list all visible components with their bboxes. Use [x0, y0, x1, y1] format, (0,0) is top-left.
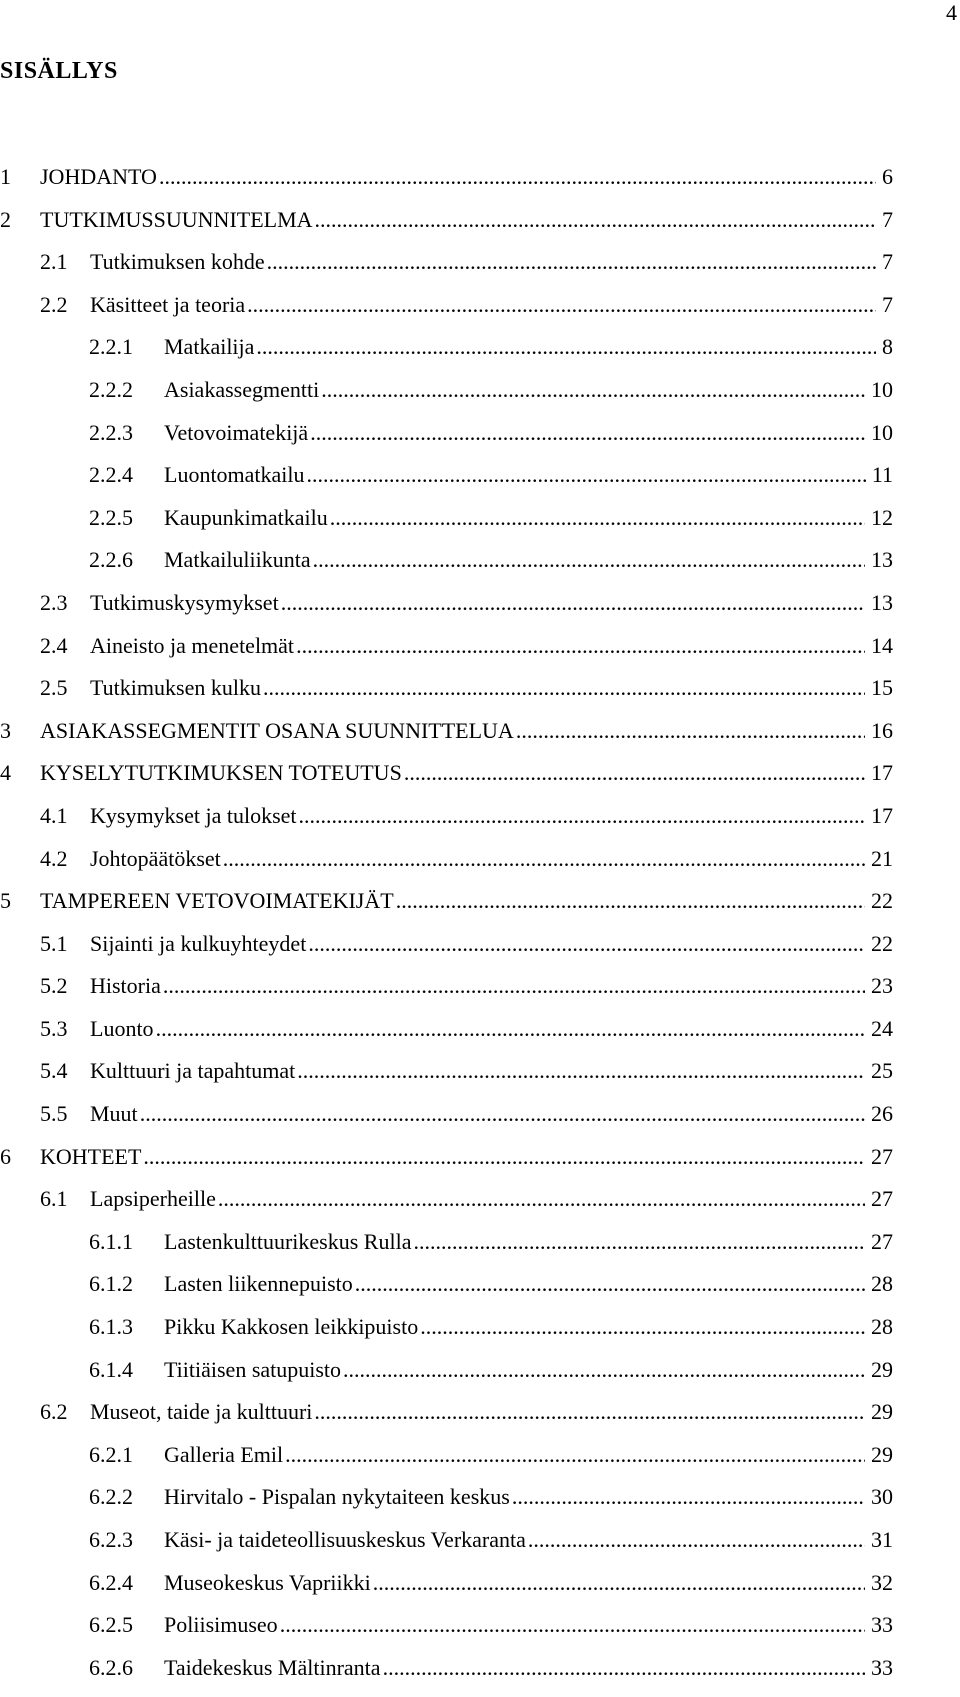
toc-entry[interactable]	[0, 888, 893, 931]
toc-entry-page-number: 15	[871, 675, 893, 701]
dot-leader	[373, 1570, 865, 1596]
toc-entry[interactable]	[0, 462, 893, 505]
dot-leader	[310, 420, 865, 446]
dot-leader	[299, 803, 865, 829]
toc-entry[interactable]	[0, 1399, 893, 1442]
toc-entry-page-number: 16	[871, 717, 893, 743]
toc-entry-title: Muut	[90, 1101, 138, 1127]
toc-entry[interactable]	[0, 718, 893, 761]
toc-entry-title: Museot, taide ja kulttuuri	[90, 1399, 313, 1425]
toc-entry-number: 6.2.5	[89, 1612, 133, 1638]
toc-entry-title: Sijainti ja kulkuyhteydet	[90, 930, 307, 956]
toc-entry[interactable]	[0, 1442, 893, 1485]
toc-entry-number: 4	[0, 760, 11, 786]
dot-leader	[285, 1442, 865, 1468]
toc-entry-page-number: 24	[871, 1015, 893, 1041]
toc-entry-title: Matkailuliikunta	[164, 547, 311, 573]
toc-entry-number: 5.1	[40, 930, 68, 956]
toc-entry[interactable]	[0, 207, 893, 250]
toc-entry[interactable]	[0, 633, 893, 676]
toc-entry-number: 5.4	[40, 1058, 68, 1084]
toc-entry-page-number: 7	[882, 291, 893, 317]
toc-entry[interactable]	[0, 1612, 893, 1655]
toc-entry-number: 2.2.4	[89, 462, 133, 488]
toc-entry-page-number: 29	[871, 1399, 893, 1425]
toc-entry-page-number: 14	[871, 632, 893, 658]
toc-entry-number: 4.1	[40, 802, 68, 828]
dot-leader	[313, 547, 865, 573]
toc-entry-number: 6.1	[40, 1186, 68, 1212]
toc-entry-number: 6.1.4	[89, 1356, 133, 1382]
toc-entry[interactable]	[0, 249, 893, 292]
toc-entry[interactable]	[0, 846, 893, 889]
toc-entry-title: Galleria Emil	[164, 1441, 284, 1467]
toc-entry[interactable]	[0, 420, 893, 463]
toc-entry-title: Asiakassegmentti	[164, 376, 320, 402]
toc-entry-page-number: 13	[871, 589, 893, 615]
dot-leader	[281, 590, 865, 616]
toc-entry-number: 6.1.3	[89, 1314, 133, 1340]
toc-entry-number: 2.2.1	[89, 334, 133, 360]
toc-entry-title: Poliisimuseo	[164, 1612, 278, 1638]
toc-entry-page-number: 26	[871, 1101, 893, 1127]
toc-entry-page-number: 33	[871, 1654, 893, 1680]
dot-leader	[314, 1399, 865, 1425]
dot-leader	[404, 760, 865, 786]
toc-entry-number: 4.2	[40, 845, 68, 871]
toc-entry-number: 5.5	[40, 1101, 68, 1127]
dot-leader	[159, 164, 876, 190]
toc-entry-number: 2	[0, 206, 11, 232]
toc-entry-number: 5.3	[40, 1015, 68, 1041]
toc-entry-number: 5.2	[40, 973, 68, 999]
toc-entry-number: 2.4	[40, 632, 68, 658]
toc-entry-page-number: 23	[871, 973, 893, 999]
toc-entry-title: TAMPEREEN VETOVOIMATEKIJÄT	[40, 888, 394, 914]
toc-entry-page-number: 22	[871, 930, 893, 956]
toc-entry-number: 2.5	[40, 675, 68, 701]
toc-entry[interactable]	[0, 1357, 893, 1400]
dot-leader	[396, 888, 865, 914]
toc-entry-title: Kulttuuri ja tapahtumat	[90, 1058, 296, 1084]
toc-entry-page-number: 6	[882, 164, 893, 189]
dot-leader	[267, 249, 876, 275]
toc-entry[interactable]	[0, 547, 893, 590]
dot-leader	[321, 377, 865, 403]
toc-entry-title: Lasten liikennepuisto	[164, 1271, 353, 1297]
toc-entry-title: TUTKIMUSSUUNNITELMA	[40, 206, 313, 232]
toc-entry[interactable]	[0, 1186, 893, 1229]
toc-entry-page-number: 28	[871, 1314, 893, 1340]
toc-entry-title: Aineisto ja menetelmät	[90, 632, 295, 658]
toc-entry-number: 2.2.2	[89, 376, 133, 402]
toc-entry-page-number: 28	[871, 1271, 893, 1297]
toc-entry-page-number: 13	[871, 547, 893, 573]
toc-entry-title: Tutkimuskysymykset	[90, 589, 279, 615]
toc-entry-number: 6	[0, 1143, 11, 1169]
toc-entry[interactable]	[0, 1271, 893, 1314]
toc-entry-page-number: 25	[871, 1058, 893, 1084]
dot-leader	[420, 1314, 865, 1340]
toc-entry-page-number: 21	[871, 845, 893, 871]
toc-entry-title: Hirvitalo - Pispalan nykytaiteen keskus	[164, 1484, 510, 1510]
toc-entry-page-number: 33	[871, 1612, 893, 1638]
toc-entry[interactable]	[0, 1527, 893, 1570]
toc-entry[interactable]	[0, 1655, 893, 1697]
toc-entry-number: 6.2.4	[89, 1569, 133, 1595]
toc-entry-title: Käsitteet ja teoria	[90, 291, 246, 317]
dot-leader	[256, 334, 876, 360]
toc-entry-number: 6.2	[40, 1399, 68, 1425]
page-number: 4	[946, 0, 957, 25]
toc-entry[interactable]	[0, 1570, 893, 1613]
dot-leader	[218, 1186, 865, 1212]
dot-leader	[156, 1016, 865, 1042]
toc-entry[interactable]	[0, 675, 893, 718]
toc-entry-page-number: 10	[871, 376, 893, 402]
toc-entry-page-number: 27	[871, 1186, 893, 1212]
table-of-contents	[0, 164, 893, 1697]
toc-entry-number: 2.2.3	[89, 419, 133, 445]
dot-leader	[528, 1527, 865, 1553]
toc-entry-number: 6.2.1	[89, 1441, 133, 1467]
toc-entry-number: 3	[0, 717, 11, 743]
dot-leader	[413, 1229, 865, 1255]
dot-leader	[263, 675, 865, 701]
toc-entry[interactable]	[0, 931, 893, 974]
toc-entry-number: 2.2	[40, 291, 68, 317]
toc-entry[interactable]	[0, 1484, 893, 1527]
toc-entry-number: 2.3	[40, 589, 68, 615]
dot-leader	[296, 633, 865, 659]
toc-entry-title: Tiitiäisen satupuisto	[164, 1356, 342, 1382]
toc-entry[interactable]	[0, 803, 893, 846]
toc-entry-title: Museokeskus Vapriikki	[164, 1569, 371, 1595]
toc-entry-title: Matkailija	[164, 334, 255, 360]
toc-entry-title: JOHDANTO	[40, 164, 157, 189]
toc-entry-number: 6.2.6	[89, 1654, 133, 1680]
toc-entry-title: Kysymykset ja tulokset	[90, 802, 297, 828]
toc-entry-page-number: 29	[871, 1356, 893, 1382]
toc-entry-page-number: 17	[871, 760, 893, 786]
toc-entry-number: 2.2.6	[89, 547, 133, 573]
dot-leader	[307, 462, 866, 488]
toc-entry[interactable]	[0, 760, 893, 803]
dot-leader	[143, 1144, 865, 1170]
toc-entry-title: Tutkimuksen kulku	[90, 675, 261, 701]
toc-entry-title: Lapsiperheille	[90, 1186, 216, 1212]
toc-entry-number: 6.1.2	[89, 1271, 133, 1297]
toc-entry-page-number: 30	[871, 1484, 893, 1510]
dot-leader	[516, 718, 865, 744]
toc-entry-page-number: 7	[882, 249, 893, 275]
toc-entry[interactable]	[0, 1314, 893, 1357]
dot-leader	[308, 931, 865, 957]
toc-entry[interactable]	[0, 505, 893, 548]
toc-entry-page-number: 11	[871, 462, 893, 488]
toc-entry-number: 1	[0, 164, 11, 189]
toc-entry-title: Tutkimuksen kohde	[90, 249, 265, 275]
dot-leader	[315, 207, 876, 233]
dot-leader	[223, 846, 865, 872]
toc-entry-title: Lastenkulttuurikeskus Rulla	[164, 1228, 412, 1254]
dot-leader	[330, 505, 865, 531]
toc-entry-page-number: 32	[871, 1569, 893, 1595]
toc-entry[interactable]	[0, 164, 893, 207]
toc-entry-title: Käsi- ja taideteollisuuskeskus Verkaranta	[164, 1527, 526, 1552]
dot-leader	[383, 1655, 865, 1681]
dot-leader	[280, 1612, 865, 1638]
toc-entry-title: Historia	[90, 973, 161, 999]
toc-entry[interactable]	[0, 590, 893, 633]
toc-entry-number: 5	[0, 888, 11, 914]
toc-entry-page-number: 27	[871, 1143, 893, 1169]
toc-entry[interactable]	[0, 334, 893, 377]
toc-entry-page-number: 10	[871, 419, 893, 445]
toc-entry-page-number: 17	[871, 802, 893, 828]
dot-leader	[355, 1271, 865, 1297]
dot-leader	[163, 973, 865, 999]
dot-leader	[247, 292, 876, 318]
toc-title: SISÄLLYS	[0, 58, 118, 84]
toc-entry-title: Pikku Kakkosen leikkipuisto	[164, 1314, 419, 1340]
toc-entry-number: 6.2.3	[89, 1527, 133, 1552]
toc-entry[interactable]	[0, 1101, 893, 1144]
toc-entry-title: ASIAKASSEGMENTIT OSANA SUUNNITTELUA	[40, 717, 514, 743]
toc-entry-title: Luonto	[90, 1015, 154, 1041]
toc-entry-title: KOHTEET	[40, 1143, 142, 1169]
toc-entry[interactable]	[0, 1144, 893, 1187]
toc-entry-page-number: 12	[871, 504, 893, 530]
toc-entry-title: KYSELYTUTKIMUKSEN TOTEUTUS	[40, 760, 402, 786]
toc-entry-page-number: 7	[882, 206, 893, 232]
toc-entry-title: Taidekeskus Mältinranta	[164, 1654, 381, 1680]
toc-entry-number: 6.2.2	[89, 1484, 133, 1510]
toc-entry-number: 2.1	[40, 249, 68, 275]
toc-entry[interactable]	[0, 1229, 893, 1272]
dot-leader	[343, 1357, 865, 1383]
toc-entry[interactable]	[0, 377, 893, 420]
toc-entry-page-number: 29	[871, 1441, 893, 1467]
toc-entry[interactable]	[0, 973, 893, 1016]
dot-leader	[512, 1484, 865, 1510]
toc-entry-number: 2.2.5	[89, 504, 133, 530]
toc-entry[interactable]	[0, 292, 893, 335]
toc-entry-page-number: 22	[871, 888, 893, 914]
toc-entry-page-number: 27	[871, 1228, 893, 1254]
dot-leader	[140, 1101, 865, 1127]
toc-entry[interactable]	[0, 1016, 893, 1059]
toc-entry-page-number: 8	[882, 334, 893, 360]
toc-entry-number: 6.1.1	[89, 1228, 133, 1254]
dot-leader	[297, 1058, 865, 1084]
toc-entry-title: Luontomatkailu	[164, 462, 305, 488]
toc-entry-title: Vetovoimatekijä	[164, 419, 309, 445]
toc-entry-page-number: 31	[871, 1527, 893, 1552]
toc-entry-title: Kaupunkimatkailu	[164, 504, 328, 530]
toc-entry-title: Johtopäätökset	[90, 845, 221, 871]
toc-entry[interactable]	[0, 1058, 893, 1101]
